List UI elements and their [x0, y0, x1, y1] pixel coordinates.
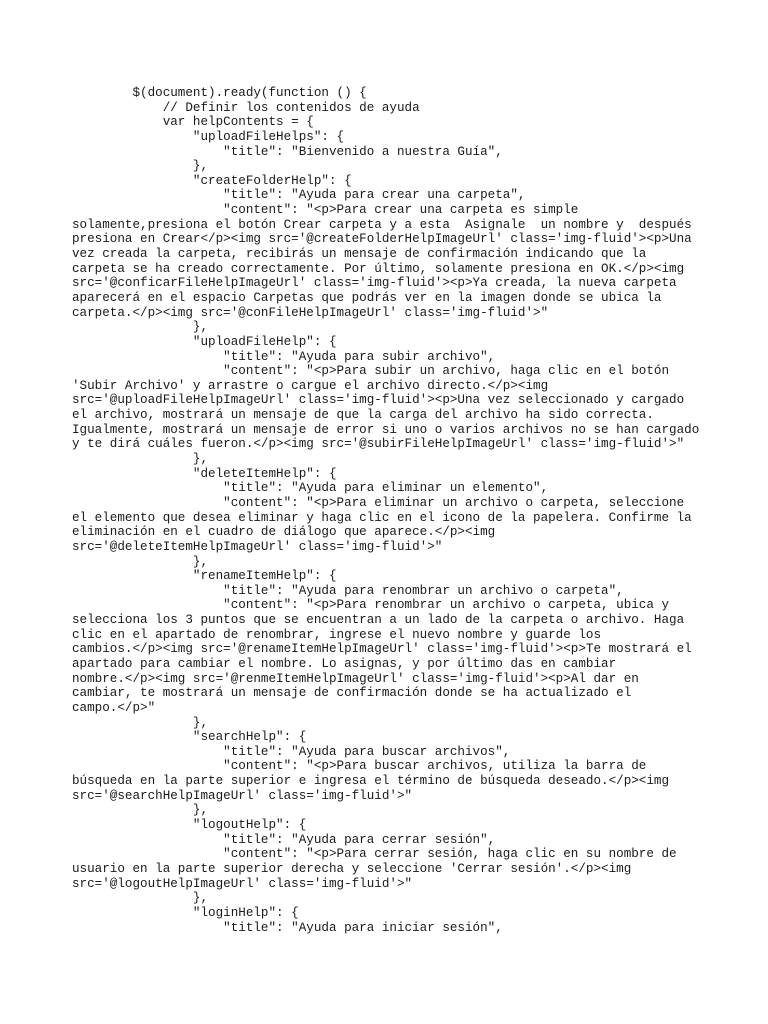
code-line: "createFolderHelp": {	[72, 173, 352, 188]
code-line: aparecerá en el espacio Carpetas que podrás ver en la imagen donde se ubica la	[72, 290, 662, 305]
code-line: el archivo, mostrará un mensaje de que la carga del archivo ha sido correcta.	[72, 408, 654, 423]
code-text-block	[72, 86, 712, 935]
code-line: carpeta se ha creado correctamente. Por último, solamente presiona en OK.</p><img	[72, 261, 685, 276]
code-line: },	[72, 320, 209, 335]
code-line: // Definir los contenidos de ayuda	[72, 100, 420, 115]
code-line: "title": "Ayuda para crear una carpeta",	[72, 188, 526, 203]
code-line: vez creada la carpeta, recibirás un mensaje de confirmación indicando que la	[72, 247, 647, 262]
code-line: carpeta.</p><img src='@conFileHelpImageUrl' class='img-fluid'>"	[72, 305, 549, 320]
code-line: 'Subir Archivo' y arrastre o cargue el archivo directo.</p><img	[72, 378, 549, 393]
code-line: src='@uploadFileHelpImageUrl' class='img-fluid'><p>Una vez seleccionado y cargado	[72, 393, 685, 408]
code-line: selecciona los 3 puntos que se encuentran a un lado de la carpeta o archivo. Haga	[72, 613, 685, 628]
code-line: "logoutHelp": {	[72, 818, 307, 833]
code-line: "uploadFileHelps": {	[72, 129, 345, 144]
code-line: "title": "Ayuda para buscar archivos",	[72, 744, 511, 759]
code-line: var helpContents = {	[72, 115, 314, 130]
code-line: y te dirá cuáles fueron.</p><img src='@subirFileHelpImageUrl' class='img-fluid'>"	[72, 437, 685, 452]
code-line: "deleteItemHelp": {	[72, 466, 337, 481]
code-line: "title": "Ayuda para iniciar sesión",	[72, 920, 503, 935]
code-line: eliminación en el cuadro de diálogo que aparece.</p><img	[72, 525, 496, 540]
code-line: campo.</p>"	[72, 700, 156, 715]
code-line: src='@searchHelpImageUrl' class='img-fluid'>"	[72, 788, 413, 803]
code-line: "content": "<p>Para cerrar sesión, haga clic en su nombre de	[72, 847, 677, 862]
code-line: "content": "<p>Para eliminar un archivo o carpeta, seleccione	[72, 495, 685, 510]
code-line: presiona en Crear</p><img src='@createFolderHelpImageUrl' class='img-fluid'><p>Una	[72, 232, 692, 247]
code-line: },	[72, 891, 209, 906]
code-line: búsqueda en la parte superior e ingresa el término de búsqueda deseado.</p><img	[72, 774, 670, 789]
code-line: },	[72, 452, 209, 467]
code-line: },	[72, 715, 209, 730]
code-line: cambiar, te mostrará un mensaje de confirmación donde se ha actualizado el	[72, 686, 632, 701]
code-line: cambios.</p><img src='@renameItemHelpImageUrl' class='img-fluid'><p>Te mostrará el	[72, 642, 692, 657]
code-line: },	[72, 803, 209, 818]
code-line: "content": "<p>Para subir un archivo, haga clic en el botón	[72, 364, 670, 379]
code-line: apartado para cambiar el nombre. Lo asignas, y por último das en cambiar	[72, 656, 617, 671]
code-line: Igualmente, mostrará un mensaje de error si uno o varios archivos no se han cargado	[72, 422, 700, 437]
code-line: },	[72, 554, 209, 569]
code-line: "loginHelp": {	[72, 905, 299, 920]
code-line: src='@deleteItemHelpImageUrl' class='img-fluid'>"	[72, 539, 443, 554]
code-line: "content": "<p>Para crear una carpeta es simple	[72, 203, 579, 218]
code-line: el elemento que desea eliminar y haga clic en el icono de la papelera. Confirme la	[72, 510, 692, 525]
code-line: src='@conficarFileHelpImageUrl' class='img-fluid'><p>Ya creada, la nueva carpeta	[72, 276, 677, 291]
code-line: "title": "Ayuda para subir archivo",	[72, 349, 496, 364]
code-line: "uploadFileHelp": {	[72, 334, 337, 349]
code-line: },	[72, 159, 209, 174]
code-line: "title": "Ayuda para renombrar un archivo o carpeta",	[72, 583, 624, 598]
code-line: usuario en la parte superior derecha y seleccione 'Cerrar sesión'.</p><img	[72, 861, 632, 876]
code-line: src='@logoutHelpImageUrl' class='img-fluid'>"	[72, 876, 413, 891]
code-line: "content": "<p>Para buscar archivos, utiliza la barra de	[72, 759, 647, 774]
code-line: "content": "<p>Para renombrar un archivo o carpeta, ubica y	[72, 598, 670, 613]
code-line: "title": "Bienvenido a nuestra Guía",	[72, 144, 503, 159]
code-line: "searchHelp": {	[72, 730, 307, 745]
code-line: "renameItemHelp": {	[72, 569, 337, 584]
code-line: "title": "Ayuda para cerrar sesión",	[72, 832, 496, 847]
code-line: "title": "Ayuda para eliminar un elemento",	[72, 481, 549, 496]
code-line: $(document).ready(function () {	[72, 86, 367, 100]
code-line: solamente,presiona el botón Crear carpeta y a esta Asignale un nombre y después	[72, 217, 692, 232]
code-line: nombre.</p><img src='@renmeItemHelpImageUrl' class='img-fluid'><p>Al dar en	[72, 671, 639, 686]
code-line: clic en el apartado de renombrar, ingrese el nuevo nombre y guarde los	[72, 627, 602, 642]
